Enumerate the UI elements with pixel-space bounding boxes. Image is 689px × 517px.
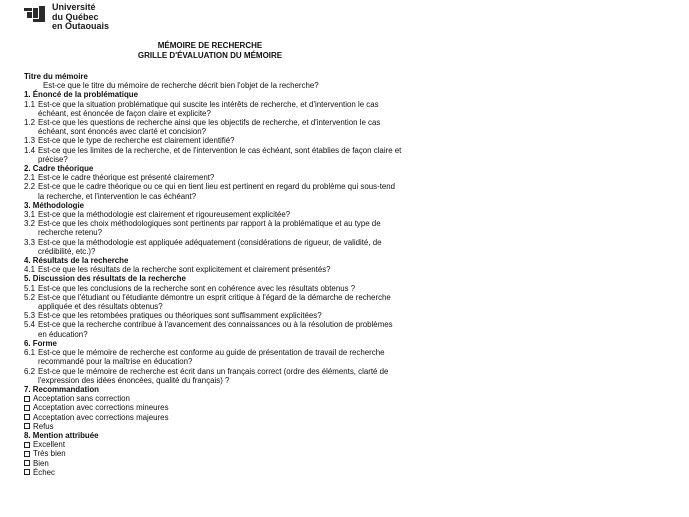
section-heading: 4. Résultats de la recherche bbox=[24, 256, 129, 266]
question-text: Est-ce le cadre théorique est présenté clairement? bbox=[38, 173, 215, 183]
question-item bbox=[24, 146, 402, 164]
question-text: Est-ce que l'étudiant ou l'étudiante démontre un esprit critique à l'égard de la démarche de recherche appliquée et des résultats obtenus? bbox=[38, 292, 391, 312]
question-text: Est-ce que les choix méthodologiques sont pertinents par rapport à la problématique et au type de recherche retenu? bbox=[38, 219, 381, 238]
checkbox-icon[interactable] bbox=[24, 442, 30, 448]
uqo-emblem-icon bbox=[24, 6, 46, 24]
question-text: Est-ce que la situation problématique qui suscite les intérêts de recherche, et d'intervention le cas échéant, est énoncée de façon claire et explicite? bbox=[38, 99, 379, 118]
question-text: Est-ce que les retombées pratiques ou théoriques sont suffisamment explicitées? bbox=[38, 311, 322, 321]
option-label: Bien bbox=[33, 458, 49, 468]
recommendation-option[interactable] bbox=[24, 422, 402, 431]
checkbox-icon[interactable] bbox=[24, 405, 30, 411]
question-number: 1.3 bbox=[24, 136, 35, 146]
option-label: Très bien bbox=[33, 449, 66, 459]
question-text: Est-ce que la méthodologie est appliquée adéquatement (considérations de rigueur, de validité, de crédibilité, etc.)? bbox=[38, 237, 382, 256]
question-number: 6.1 bbox=[24, 348, 35, 358]
option-label: Acceptation avec corrections mineures bbox=[33, 403, 169, 413]
question-number: 4.1 bbox=[24, 265, 35, 275]
question-number: 3.3 bbox=[24, 237, 35, 247]
question-text: Est-ce que les conclusions de la recherche sont en cohérence avec les résultats obtenus ? bbox=[38, 283, 356, 293]
question-number: 5.3 bbox=[24, 311, 35, 321]
section-heading: 8. Mention attribuée bbox=[24, 430, 99, 440]
question-item bbox=[24, 320, 402, 338]
document-subtitle: GRILLE D'ÉVALUATION DU MÉMOIRE bbox=[137, 51, 283, 60]
logo-line: Université bbox=[52, 2, 96, 12]
question-item bbox=[24, 100, 402, 118]
question-number: 3.1 bbox=[24, 210, 35, 220]
option-label: Échec bbox=[33, 467, 55, 477]
question-text: Est-ce que le cadre théorique ou ce qui en tient lieu est pertinent en regard du problème qui sous-tend la recherche, et l'intervention le cas échéant? bbox=[38, 182, 396, 201]
logo-line: en Outaouais bbox=[52, 21, 110, 31]
question-item bbox=[24, 265, 402, 274]
question-item bbox=[24, 182, 402, 200]
question-item bbox=[24, 238, 402, 256]
question-number: 1.1 bbox=[24, 99, 35, 109]
mention-option[interactable] bbox=[24, 440, 402, 449]
section-heading: 5. Discussion des résultats de la recherche bbox=[24, 274, 186, 284]
question-number: 5.1 bbox=[24, 283, 35, 293]
question-number: 5.4 bbox=[24, 320, 35, 330]
recommendation-option[interactable] bbox=[24, 403, 402, 412]
logo-line: du Québec bbox=[52, 11, 99, 22]
mention-option[interactable] bbox=[24, 449, 402, 458]
question-item bbox=[24, 311, 402, 320]
option-label: Excellent bbox=[33, 440, 66, 450]
section-heading: Titre du mémoire bbox=[24, 72, 88, 81]
question-text: Est-ce que le mémoire de recherche est écrit dans un français correct (ordre des éléments, clarté de l'expression des idées énoncées, qualité du français) ? bbox=[38, 366, 389, 385]
checkbox-icon[interactable] bbox=[24, 451, 30, 457]
question-number: 3.2 bbox=[24, 219, 35, 229]
question-item bbox=[24, 210, 402, 219]
question-text: Est-ce que le mémoire de recherche est conforme au guide de présentation de travail de recherche recommandé pour la maîtrise en éducation? bbox=[38, 348, 385, 367]
option-label: Acceptation avec corrections majeures bbox=[33, 412, 169, 422]
question-item bbox=[24, 173, 402, 182]
question-number: 5.2 bbox=[24, 292, 35, 302]
option-label: Refus bbox=[33, 421, 54, 431]
question-number: 1.4 bbox=[24, 145, 35, 155]
recommendation-option[interactable] bbox=[24, 394, 402, 403]
option-label: Acceptation sans correction bbox=[33, 394, 130, 404]
recommendation-option[interactable] bbox=[24, 413, 402, 422]
question-number: 2.1 bbox=[24, 173, 35, 183]
section-heading: 2. Cadre théorique bbox=[24, 164, 94, 174]
logo-wordmark bbox=[52, 3, 109, 32]
question-text: Est-ce que les limites de la recherche, et de l'intervention le cas échéant, sont établies de façon claire et précise? bbox=[38, 145, 402, 164]
checkbox-icon[interactable] bbox=[24, 414, 30, 420]
checkbox-icon[interactable] bbox=[24, 469, 30, 475]
question-text: Est-ce que les questions de recherche ainsi que les objectifs de recherche, et d'intervention le cas échéant, sont énoncés avec clarté et concision? bbox=[38, 118, 381, 137]
question-item bbox=[24, 136, 402, 145]
checkbox-icon[interactable] bbox=[24, 396, 30, 402]
question-number: 1.2 bbox=[24, 118, 35, 128]
question-item bbox=[24, 284, 402, 293]
evaluation-grid bbox=[24, 72, 402, 477]
question-text: Est-ce que la recherche contribue à l'avancement des connaissances ou à la résolution de problèmes en éducation? bbox=[38, 320, 393, 339]
question-item bbox=[24, 293, 402, 311]
section-heading: 7. Recommandation bbox=[24, 384, 99, 394]
mention-option[interactable] bbox=[24, 459, 402, 468]
section-heading: 3. Méthodologie bbox=[24, 200, 85, 210]
question-item bbox=[24, 219, 402, 237]
document-title: MÉMOIRE DE RECHERCHE bbox=[157, 41, 263, 50]
question-item bbox=[24, 348, 402, 366]
section-heading: 6. Forme bbox=[24, 338, 57, 348]
question-item bbox=[24, 118, 402, 136]
question-number: 6.2 bbox=[24, 366, 35, 376]
checkbox-icon[interactable] bbox=[24, 423, 30, 429]
question-number: 2.2 bbox=[24, 182, 35, 192]
question-text: Est-ce que le type de recherche est clairement identifié? bbox=[38, 136, 235, 146]
mention-option[interactable] bbox=[24, 468, 402, 477]
checkbox-icon[interactable] bbox=[24, 460, 30, 466]
question-text: Est-ce que le titre du mémoire de recherche décrit bien l'objet de la recherche? bbox=[43, 81, 319, 91]
question-text: Est-ce que la méthodologie est clairement et rigoureusement explicitée? bbox=[38, 210, 291, 220]
question-item bbox=[24, 367, 402, 385]
section-heading: 1. Énoncé de la problématique bbox=[24, 90, 139, 100]
question-text: Est-ce que les résultats de la recherche sont explicitement et clairement présentés? bbox=[38, 265, 331, 275]
document-titles bbox=[0, 41, 420, 61]
university-logo bbox=[24, 3, 109, 35]
